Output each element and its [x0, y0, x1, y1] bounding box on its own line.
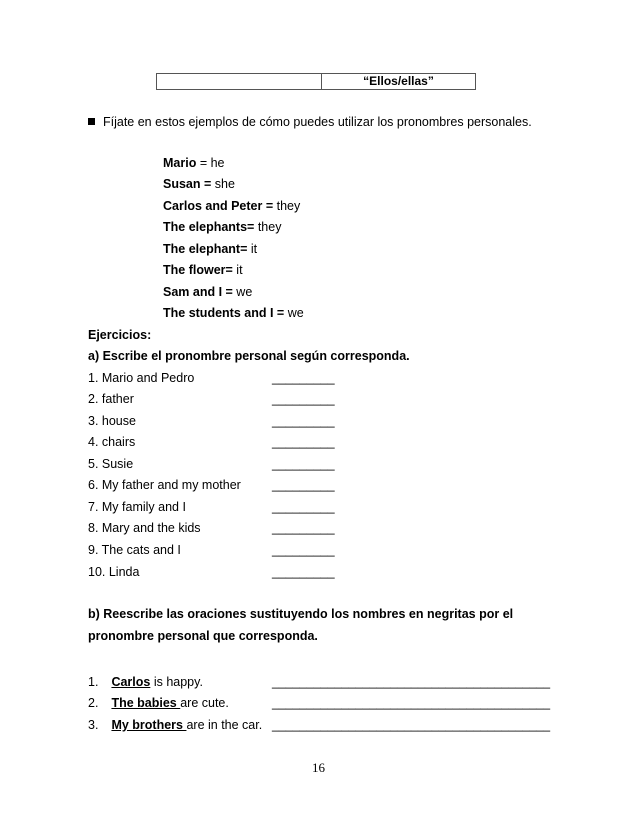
ejercicios-heading: Ejercicios:	[88, 328, 152, 342]
answer-blank: _________	[272, 565, 335, 579]
list-item: 6. My father and my mother	[88, 478, 241, 492]
answer-line: ________________________________________	[272, 718, 551, 732]
list-item: 3. house	[88, 414, 136, 428]
list-item: 10. Linda	[88, 565, 140, 579]
list-item: 4. chairs	[88, 435, 136, 449]
answer-blank: _________	[272, 371, 335, 385]
answer-blank: _________	[272, 521, 335, 535]
sentence-item: 3. My brothers are in the car.	[88, 718, 263, 732]
answer-blank: _________	[272, 478, 335, 492]
page-number: 16	[312, 760, 325, 775]
example-item: Sam and I = we	[163, 285, 253, 299]
list-item: 7. My family and I	[88, 500, 186, 514]
example-item: The elephants= they	[163, 220, 282, 234]
list-item: 5. Susie	[88, 457, 134, 471]
list-item: 1. Mario and Pedro	[88, 371, 195, 385]
intro-line	[88, 115, 532, 129]
example-item: Carlos and Peter = they	[163, 199, 301, 213]
list-item: 9. The cats and I	[88, 543, 181, 557]
sentence-item: 2. The babies are cute.	[88, 696, 229, 710]
part-b-title-line1: b) Reescribe las oraciones sustituyendo los nombres en negritas por el	[88, 607, 514, 621]
intro-text: Fíjate en estos ejemplos de cómo puedes utilizar los pronombres personales.	[103, 115, 532, 129]
answer-line: ________________________________________	[272, 675, 551, 689]
list-item: 2. father	[88, 392, 134, 406]
answer-blank: _________	[272, 392, 335, 406]
answer-line: ________________________________________	[272, 696, 551, 710]
example-item: Mario = he	[163, 156, 225, 170]
part-a-title: a) Escribe el pronombre personal según corresponda.	[88, 349, 410, 363]
square-bullet-icon	[88, 118, 95, 125]
example-item: The students and I = we	[163, 306, 304, 320]
answer-blank: _________	[272, 435, 335, 449]
example-item: Susan = she	[163, 177, 235, 191]
table-right-cell: “Ellos/ellas”	[363, 74, 434, 88]
example-item: The flower= it	[163, 263, 243, 277]
list-item: 8. Mary and the kids	[88, 521, 201, 535]
sentence-item: 1. Carlos is happy.	[88, 675, 203, 689]
part-b-title-line2: pronombre personal que corresponda.	[88, 629, 318, 643]
example-item: The elephant= it	[163, 242, 258, 256]
answer-blank: _________	[272, 457, 335, 471]
answer-blank: _________	[272, 543, 335, 557]
answer-blank: _________	[272, 414, 335, 428]
header-table	[156, 73, 476, 90]
answer-blank: _________	[272, 500, 335, 514]
